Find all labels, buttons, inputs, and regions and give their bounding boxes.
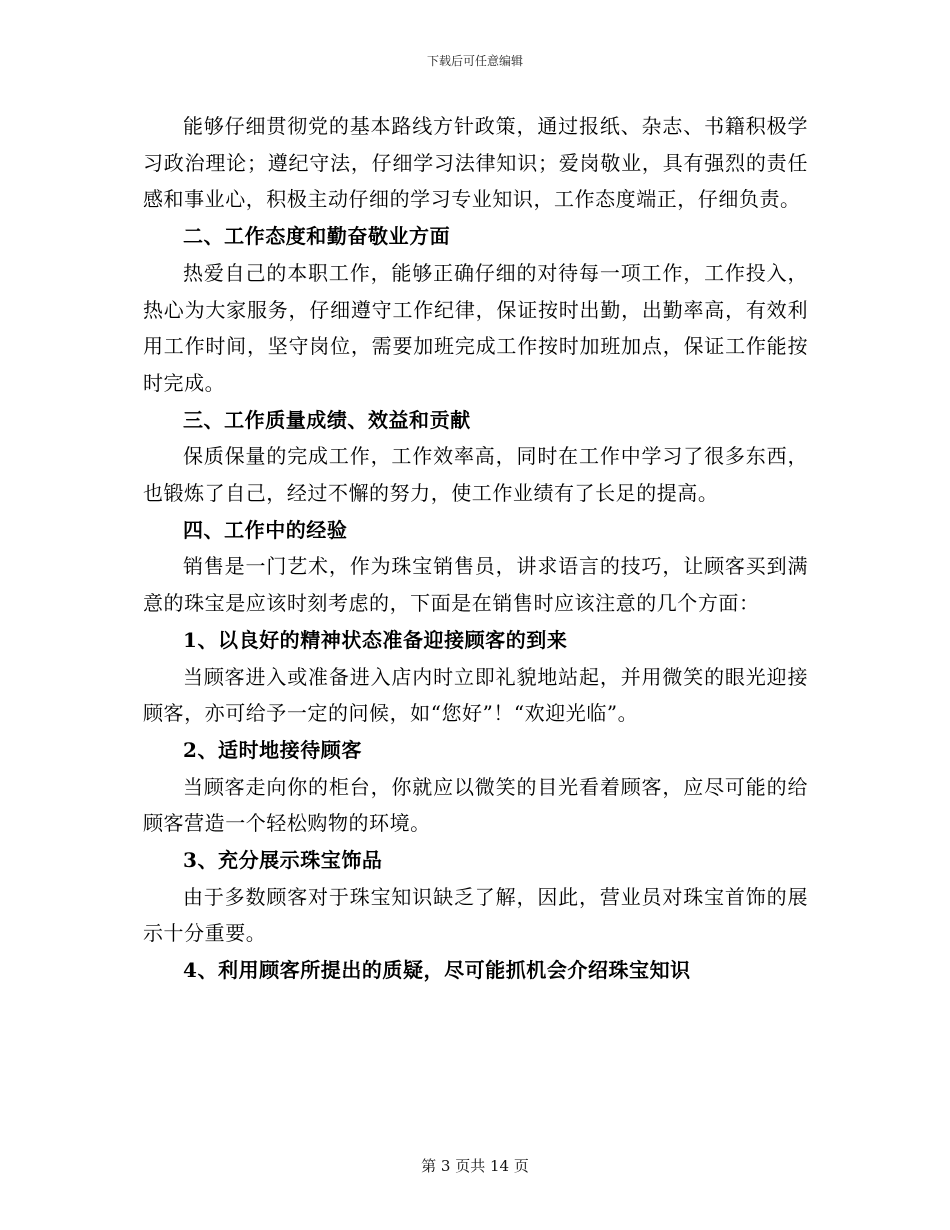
section-heading-3: 三、工作质量成绩、效益和贡献 bbox=[183, 407, 471, 432]
paragraph-display: 由于多数顾客对于珠宝知识缺乏了解，因此，营业员对珠宝首饰的展示十分重要。 bbox=[143, 884, 808, 946]
paragraph-greeting: 当顾客进入或准备进入店内时立即礼貌地站起，并用微笑的眼光迎接顾客，亦可给予一定的问候，如“您好”！“欢迎光临”。 bbox=[143, 664, 808, 726]
subheading-3: 3、充分展示珠宝饰品 bbox=[183, 848, 383, 873]
paragraph-experience: 销售是一门艺术，作为珠宝销售员，讲求语言的技巧，让顾客买到满意的珠宝是应该时刻考虑的，下面是在销售时应该注意的几个方面： bbox=[143, 554, 808, 616]
document-body bbox=[143, 108, 808, 989]
subheading-1: 1、以良好的精神状态准备迎接顾客的到来 bbox=[183, 627, 568, 652]
subheading-2: 2、适时地接待顾客 bbox=[183, 737, 362, 762]
paragraph-attitude: 热爱自己的本职工作，能够正确仔细的对待每一项工作，工作投入，热心为大家服务，仔细遵守工作纪律，保证按时出勤，出勤率高，有效利用工作时间，坚守岗位，需要加班完成工作按时加班加点，保证工作能按时完成。 bbox=[143, 260, 808, 395]
section-heading-2: 二、工作态度和勤奋敬业方面 bbox=[183, 224, 451, 249]
paragraph-reception: 当顾客走向你的柜台，你就应以微笑的目光看着顾客，应尽可能的给顾客营造一个轻松购物的环境。 bbox=[143, 774, 808, 836]
subheading-4: 4、利用顾客所提出的质疑，尽可能抓机会介绍珠宝知识 bbox=[183, 958, 691, 983]
section-heading-4: 四、工作中的经验 bbox=[183, 517, 348, 542]
page-header: 下载后可任意编辑 bbox=[426, 54, 523, 68]
paragraph-intro: 能够仔细贯彻党的基本路线方针政策，通过报纸、杂志、书籍积极学习政治理论；遵纪守法，仔细学习法律知识；爱岗敬业，具有强烈的责任感和事业心，积极主动仔细的学习专业知识，工作态度端正，仔细负责。 bbox=[143, 114, 808, 212]
page-number: 第 3 页共 14 页 bbox=[421, 1157, 529, 1175]
paragraph-quality: 保质保量的完成工作，工作效率高，同时在工作中学习了很多东西，也锻炼了自己，经过不懈的努力，使工作业绩有了长足的提高。 bbox=[143, 444, 808, 506]
